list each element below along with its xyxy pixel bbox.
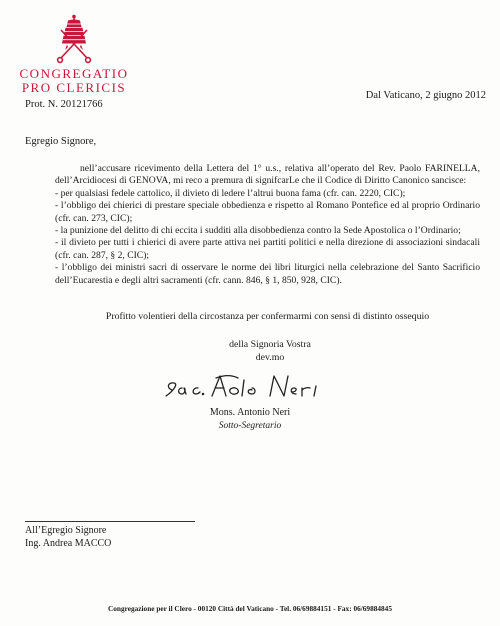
- canon-item-2: - l’obbligo dei chierici di prestare speciale obbedienza e rispetto al Romano Pontefice ed al proprio Ordinario (cfr. can. 273, CIC);: [55, 200, 480, 224]
- canon-item-4: - il divieto per tutti i chierici di avere parte attiva nei partiti politici e nella direzione di associazioni sindacali (cfr. can. 287, § 2, CIC);: [55, 237, 480, 261]
- signer-name: Mons. Antonio Neri: [209, 407, 291, 418]
- canon-item-1: - per qualsiasi fedele cattolico, il divieto di ledere l’altrui buona fama (cfr. can. 2220, CIC);: [55, 187, 406, 199]
- footer-contact: Congregazione per il Clero - 00120 Città del Vaticano - Tel. 06/69884151 - Fax: 06/69884845: [108, 604, 392, 613]
- valediction: [185, 339, 355, 364]
- closing-line: Profitto volentieri della circostanza per confermarmi con sensi di distinto ossequio: [105, 311, 430, 322]
- letterhead: [14, 14, 134, 95]
- org-name-line2: PRO CLERICIS: [21, 80, 127, 95]
- dateline: Dal Vaticano, 2 giugno 2012: [365, 90, 486, 101]
- letter-body: [55, 163, 480, 287]
- canon-item-5: - l’obbligo dei ministri sacri di osservare le norme dei libri liturgici nella celebrazione del Santo Sacrificio dell’Eucarestia e degli altri sacramenti (cfr. cann. 846, § 1, 850, 928, CIC).: [55, 262, 480, 286]
- addressee-line2: Ing. Andrea MACCO: [25, 537, 112, 549]
- signer-block: [165, 407, 335, 432]
- papal-tiara-keys-crest-icon: [52, 14, 96, 64]
- handwritten-signature: [160, 366, 360, 406]
- body-intro: nell’accusare ricevimento della Lettera del 1° u.s., relativa all’operato del Rev. Paolo FARINELLA, dell’Arcidiocesi di GENOVA, mi reco a premura di signifcarLe che il Codice di Diritto Canonico sancisce:: [55, 163, 480, 187]
- salutation: Egregio Signore,: [25, 136, 97, 147]
- addressee-block: [25, 525, 111, 550]
- protocol-number: Prot. N. 20121766: [25, 99, 103, 110]
- valediction-line2: dev.mo: [255, 351, 285, 363]
- signer-role: Sotto-Segretario: [218, 420, 282, 431]
- addressee-line1: All’Egregio Signore: [25, 525, 107, 536]
- org-name-line1: CONGREGATIO: [19, 66, 129, 81]
- address-divider: [25, 521, 195, 522]
- canon-item-3: - la punizione del delitto di chi eccita i sudditi alla disobbedienza contro la Sede Apostolica o l’Ordinario;: [55, 225, 461, 237]
- valediction-line1: della Signoria Vostra: [229, 339, 311, 350]
